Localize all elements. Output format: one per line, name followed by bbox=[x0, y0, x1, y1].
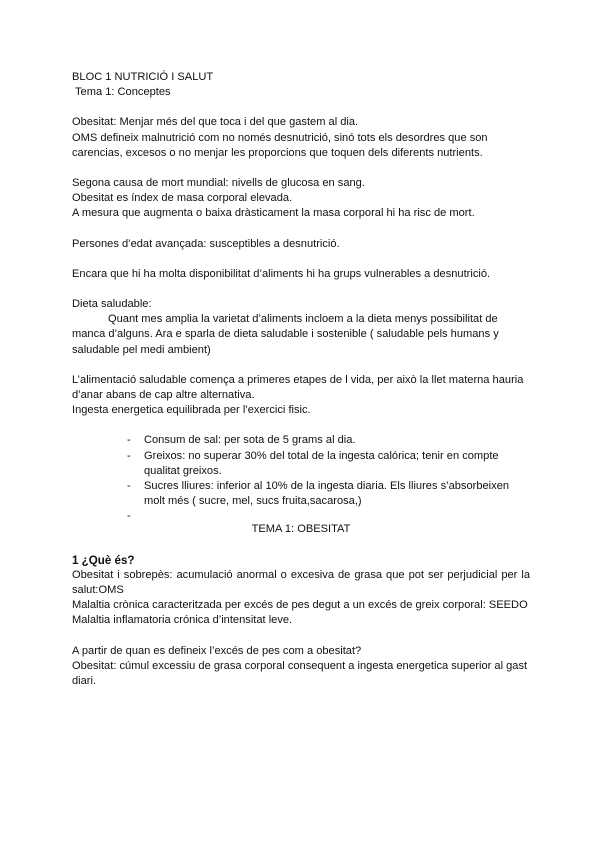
recommendations-list bbox=[72, 433, 530, 524]
document-body bbox=[72, 70, 530, 689]
malaltia-inflamatoria-def: Malaltia inflamatoria crónica d’intensitat leve. bbox=[72, 614, 293, 627]
bloc-title: BLOC 1 NUTRICIÓ I SALUT bbox=[72, 71, 214, 83]
tema-title: Tema 1: Conceptes bbox=[75, 86, 171, 99]
que-es-heading: 1 ¿Què és? bbox=[72, 553, 135, 567]
tema-obesitat-heading: TEMA 1: OBESITAT bbox=[251, 523, 351, 536]
list-item bbox=[72, 509, 530, 524]
alimentacio-paragraph: L’alimentació saludable comença a primeres etapes de l vida, per això la llet materna hauria d’anar abans de cap altre alternativa. bbox=[72, 373, 524, 402]
risc-mort-line: A mesura que augmenta o baixa dràsticament la masa corporal hi ha risc de mort. bbox=[72, 207, 475, 220]
list-item bbox=[72, 449, 530, 479]
oms-line-1: OMS defineix malnutrició com no només desnutrició, sinó tots els desordres que son bbox=[72, 131, 488, 144]
grups-vulnerables-line: Encara que hi ha molta disponibilitat d’aliments hi ha grups vulnerables a desnutrició. bbox=[72, 267, 491, 280]
list-item-text: Sucres lliures: inferior al 10% de la ingesta diaria. Els lliures s’absorbeixen molt més ( sucre, mel, sucs fruita,sacarosa,) bbox=[144, 480, 510, 508]
list-dash: - bbox=[127, 510, 131, 523]
dieta-saludable-label: Dieta saludable: bbox=[72, 298, 152, 311]
exces-pes-answer: Obesitat: cúmul excessiu de grasa corporal consequent a ingesta energetica superior al gast diari. bbox=[72, 659, 528, 688]
oms-line-2: carencias, excesos o no menjar les proporcions que toquen dels diferents nutrients. bbox=[72, 146, 483, 159]
persones-edat-line: Persones d’edat avançada: susceptibles a desnutrició. bbox=[72, 237, 340, 250]
ingesta-line: Ingesta energetica equilibrada per l’exercici fisic. bbox=[72, 404, 311, 417]
list-item bbox=[72, 433, 530, 448]
obesitat-sobrepes-def: Obesitat i sobrepès: acumulació anormal o excesiva de grasa que pot ser perjudicial per la salut:OMS bbox=[72, 568, 530, 597]
list-dash: - bbox=[127, 434, 131, 447]
imc-line: Obesitat es índex de masa corporal elevada. bbox=[72, 192, 293, 205]
list-item-text: Greixos: no superar 30% del total de la ingesta calórica; tenir en compte qualitat greixos. bbox=[144, 449, 499, 477]
segona-causa-line: Segona causa de mort mundial: nivells de glucosa en sang. bbox=[72, 177, 365, 190]
list-item bbox=[72, 479, 530, 509]
list-dash: - bbox=[127, 480, 131, 493]
obesitat-line: Obesitat: Menjar més del que toca i del que gastem al dia. bbox=[72, 116, 359, 129]
exces-pes-question: A partir de quan es defineix l’excés de pes com a obesitat? bbox=[72, 644, 362, 657]
dieta-saludable-paragraph: Quant mes amplia la varietat d’aliments incloem a la dieta menys possibilitat de manca d’alguns. Ara e sparla de dieta saludable i sostenible ( saludable pels humans y saludable pel medi ambient) bbox=[72, 313, 499, 356]
list-item-text: Consum de sal: per sota de 5 grams al dia. bbox=[144, 434, 356, 447]
list-dash: - bbox=[127, 449, 131, 462]
malaltia-cronica-def: Malaltia crònica caracteritzada per excés de pes degut a un excés de greix corporal: SEEDO bbox=[72, 599, 528, 612]
